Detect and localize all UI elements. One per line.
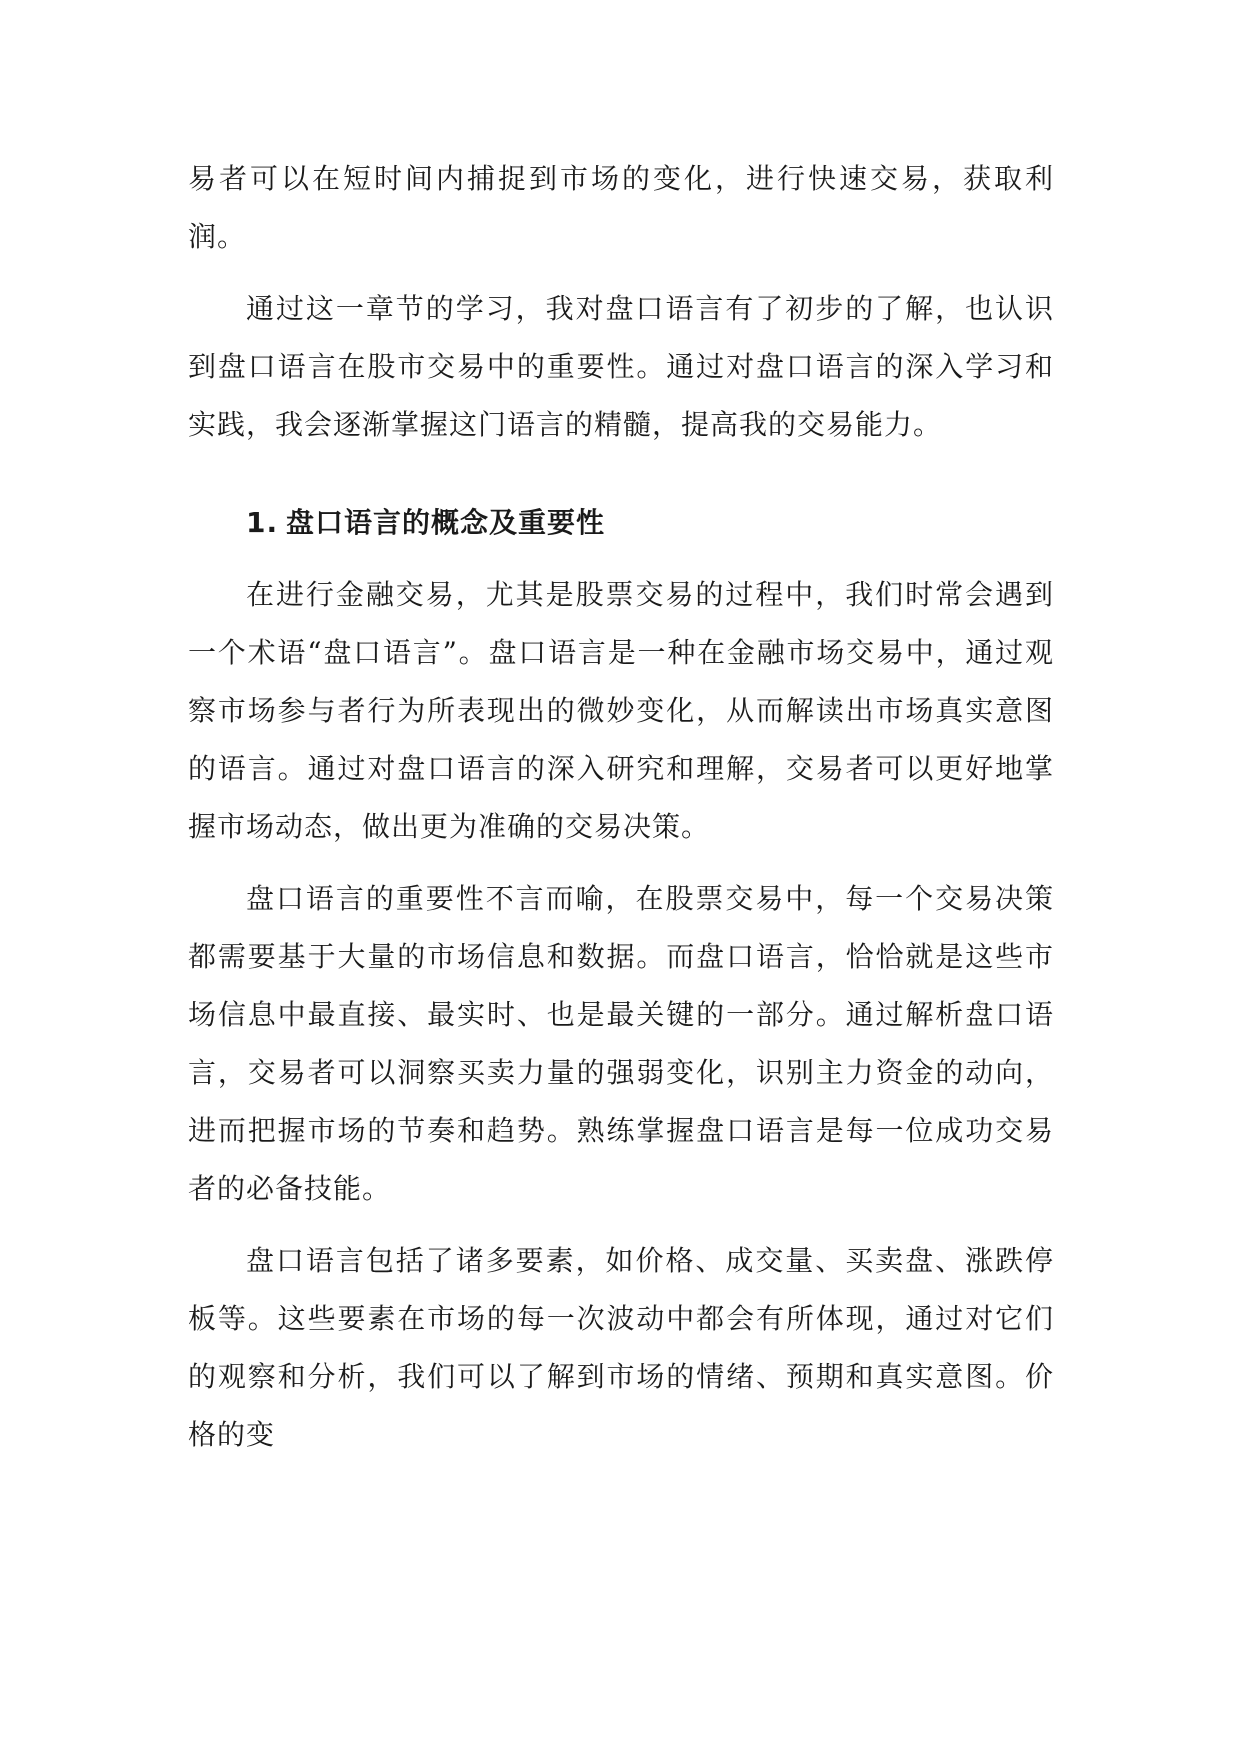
paragraph-concept: 在进行金融交易，尤其是股票交易的过程中，我们时常会遇到一个术语“盘口语言”。盘口语言是一种在金融市场交易中，通过观察市场参与者行为所表现出的微妙变化，从而解读出市场真实意图的语言。通过对盘口语言的深入研究和理解，交易者可以更好地掌握市场动态，做出更为准确的交易决策。 <box>188 578 1054 843</box>
paragraph-elements: 盘口语言包括了诸多要素，如价格、成交量、买卖盘、涨跌停板等。这些要素在市场的每一次波动中都会有所体现，通过对它们的观察和分析，我们可以了解到市场的情绪、预期和真实意图。价格的变 <box>188 1244 1054 1451</box>
paragraph-chapter-summary: 通过这一章节的学习，我对盘口语言有了初步的了解，也认识到盘口语言在股市交易中的重要性。通过对盘口语言的深入学习和实践，我会逐渐掌握这门语言的精髓，提高我的交易能力。 <box>188 292 1054 441</box>
section-heading <box>246 494 1054 552</box>
paragraph-continuation: 易者可以在短时间内捕捉到市场的变化，进行快速交易，获取利润。 <box>188 162 1054 253</box>
section-title: 盘口语言的概念及重要性 <box>286 506 606 539</box>
paragraph-importance: 盘口语言的重要性不言而喻，在股票交易中，每一个交易决策都需要基于大量的市场信息和数据。而盘口语言，恰恰就是这些市场信息中最直接、最实时、也是最关键的一部分。通过解析盘口语言，交易者可以洞察买卖力量的强弱变化，识别主力资金的动向，进而把握市场的节奏和趋势。熟练掌握盘口语言是每一位成功交易者的必备技能。 <box>188 882 1054 1205</box>
section-number: 1. <box>246 506 279 539</box>
document-body <box>188 150 1054 1478</box>
